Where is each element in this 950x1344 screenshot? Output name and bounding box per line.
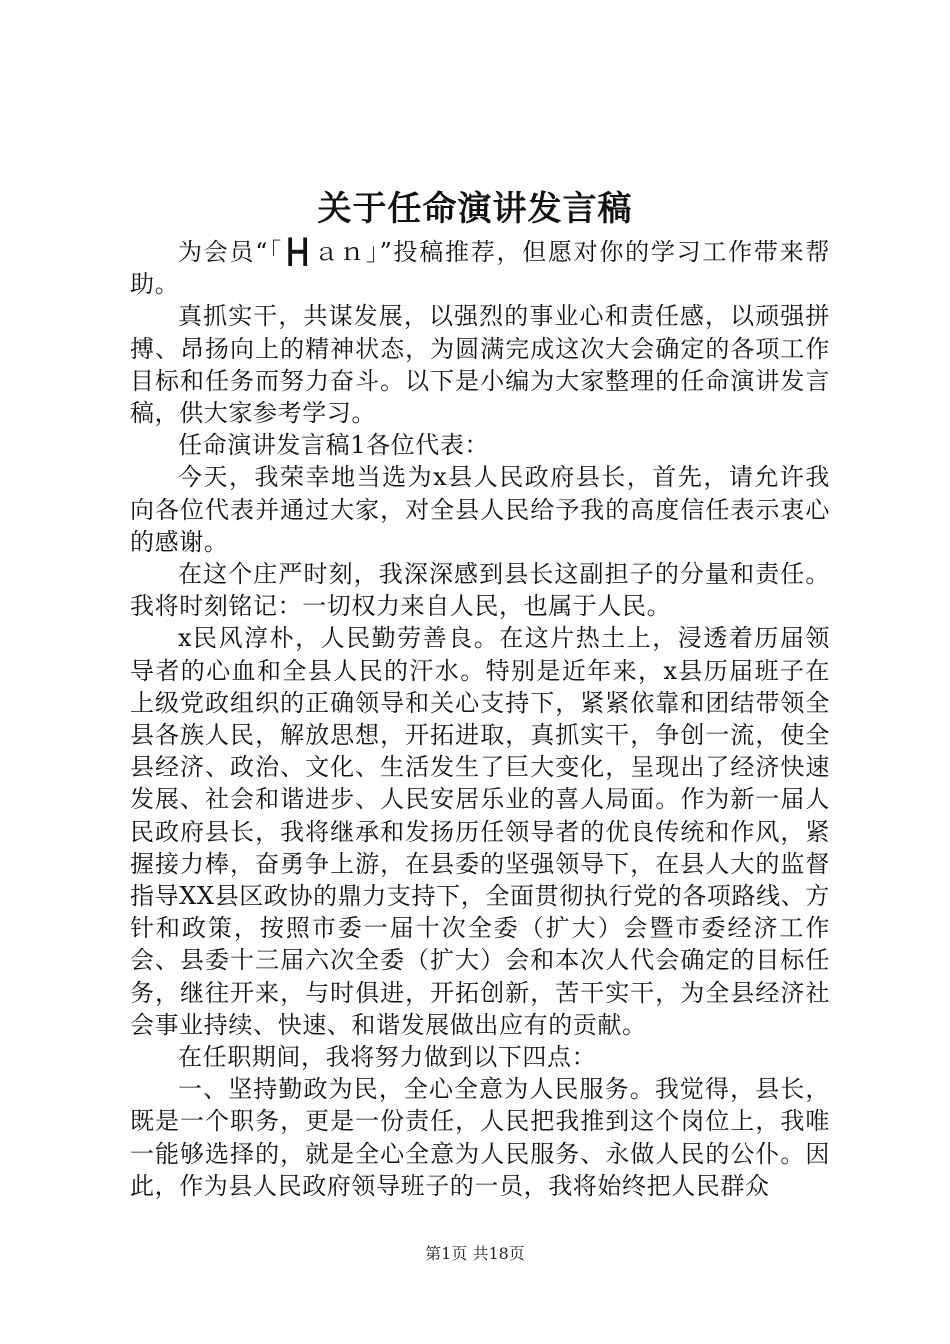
paragraph-responsibility: 在这个庄严时刻，我深深感到县长这副担子的分量和责任。我将时刻铭记：一切权力来自人民，也属于人民。 [130, 560, 830, 621]
paragraph-county-overview: x民风淳朴，人民勤劳善良。在这片热土上，浸透着历届领导者的心血和全县人民的汗水。特别是近年来，x县历届班子在上级党政组织的正确领导和关心支持下，紧紧依靠和团结带领全县各族人民，解放思想，开拓进取，真抓实干，争创一流，使全县经济、政治、文化、生活发生了巨大变化，呈现出了经济快速发展、社会和谐进步、人民安居乐业的喜人局面。作为新一届人民政府县长，我将继承和发扬历任领导者的优良传统和作风，紧握接力棒，奋勇争上游，在县委的坚强领导下，在县人大的监督指导XX县区政协的鼎力支持下，全面贯彻执行党的各项路线、方针和政策，按照市委一届十次全委（扩大）会暨市委经济工作会、县委十三届六次全委（扩大）会和本次人代会确定的目标任务，继往开来，与时俱进，开拓创新，苦干实干，为全县经济社会事业持续、快速、和谐发展做出应有的贡献。 [130, 624, 830, 1039]
document-body [130, 236, 830, 1202]
paragraph-heading-1: 任命演讲发言稿1各位代表： [178, 431, 490, 460]
paragraph-four-points: 在任职期间，我将努力做到以下四点： [178, 1043, 597, 1072]
paragraph-intro: 为会员“「┣┫ａｎ」”投稿推荐，但愿对你的学习工作带来帮助。 [130, 238, 830, 299]
page-footer: 第1页 共18页 [425, 1244, 525, 1263]
paragraph-summary: 真抓实干，共谋发展，以强烈的事业心和责任感，以顽强拼搏、昂扬向上的精神状态，为圆满完成这次大会确定的各项工作目标和任务而努力奋斗。以下是小编为大家整理的任命演讲发言稿，供大家参考学习。 [130, 302, 830, 428]
paragraph-thanks: 今天，我荣幸地当选为x县人民政府县长，首先，请允许我向各位代表并通过大家，对全县人民给予我的高度信任表示衷心的感谢。 [130, 463, 830, 556]
document-title: 关于任命演讲发言稿 [317, 189, 633, 229]
paragraph-point-one: 一、坚持勤政为民，全心全意为人民服务。我觉得，县长，既是一个职务，更是一份责任，人民把我推到这个岗位上，我唯一能够选择的，就是全心全意为人民服务、永做人民的公仆。因此，作为县人民政府领导班子的一员，我将始终把人民群众 [130, 1075, 830, 1200]
